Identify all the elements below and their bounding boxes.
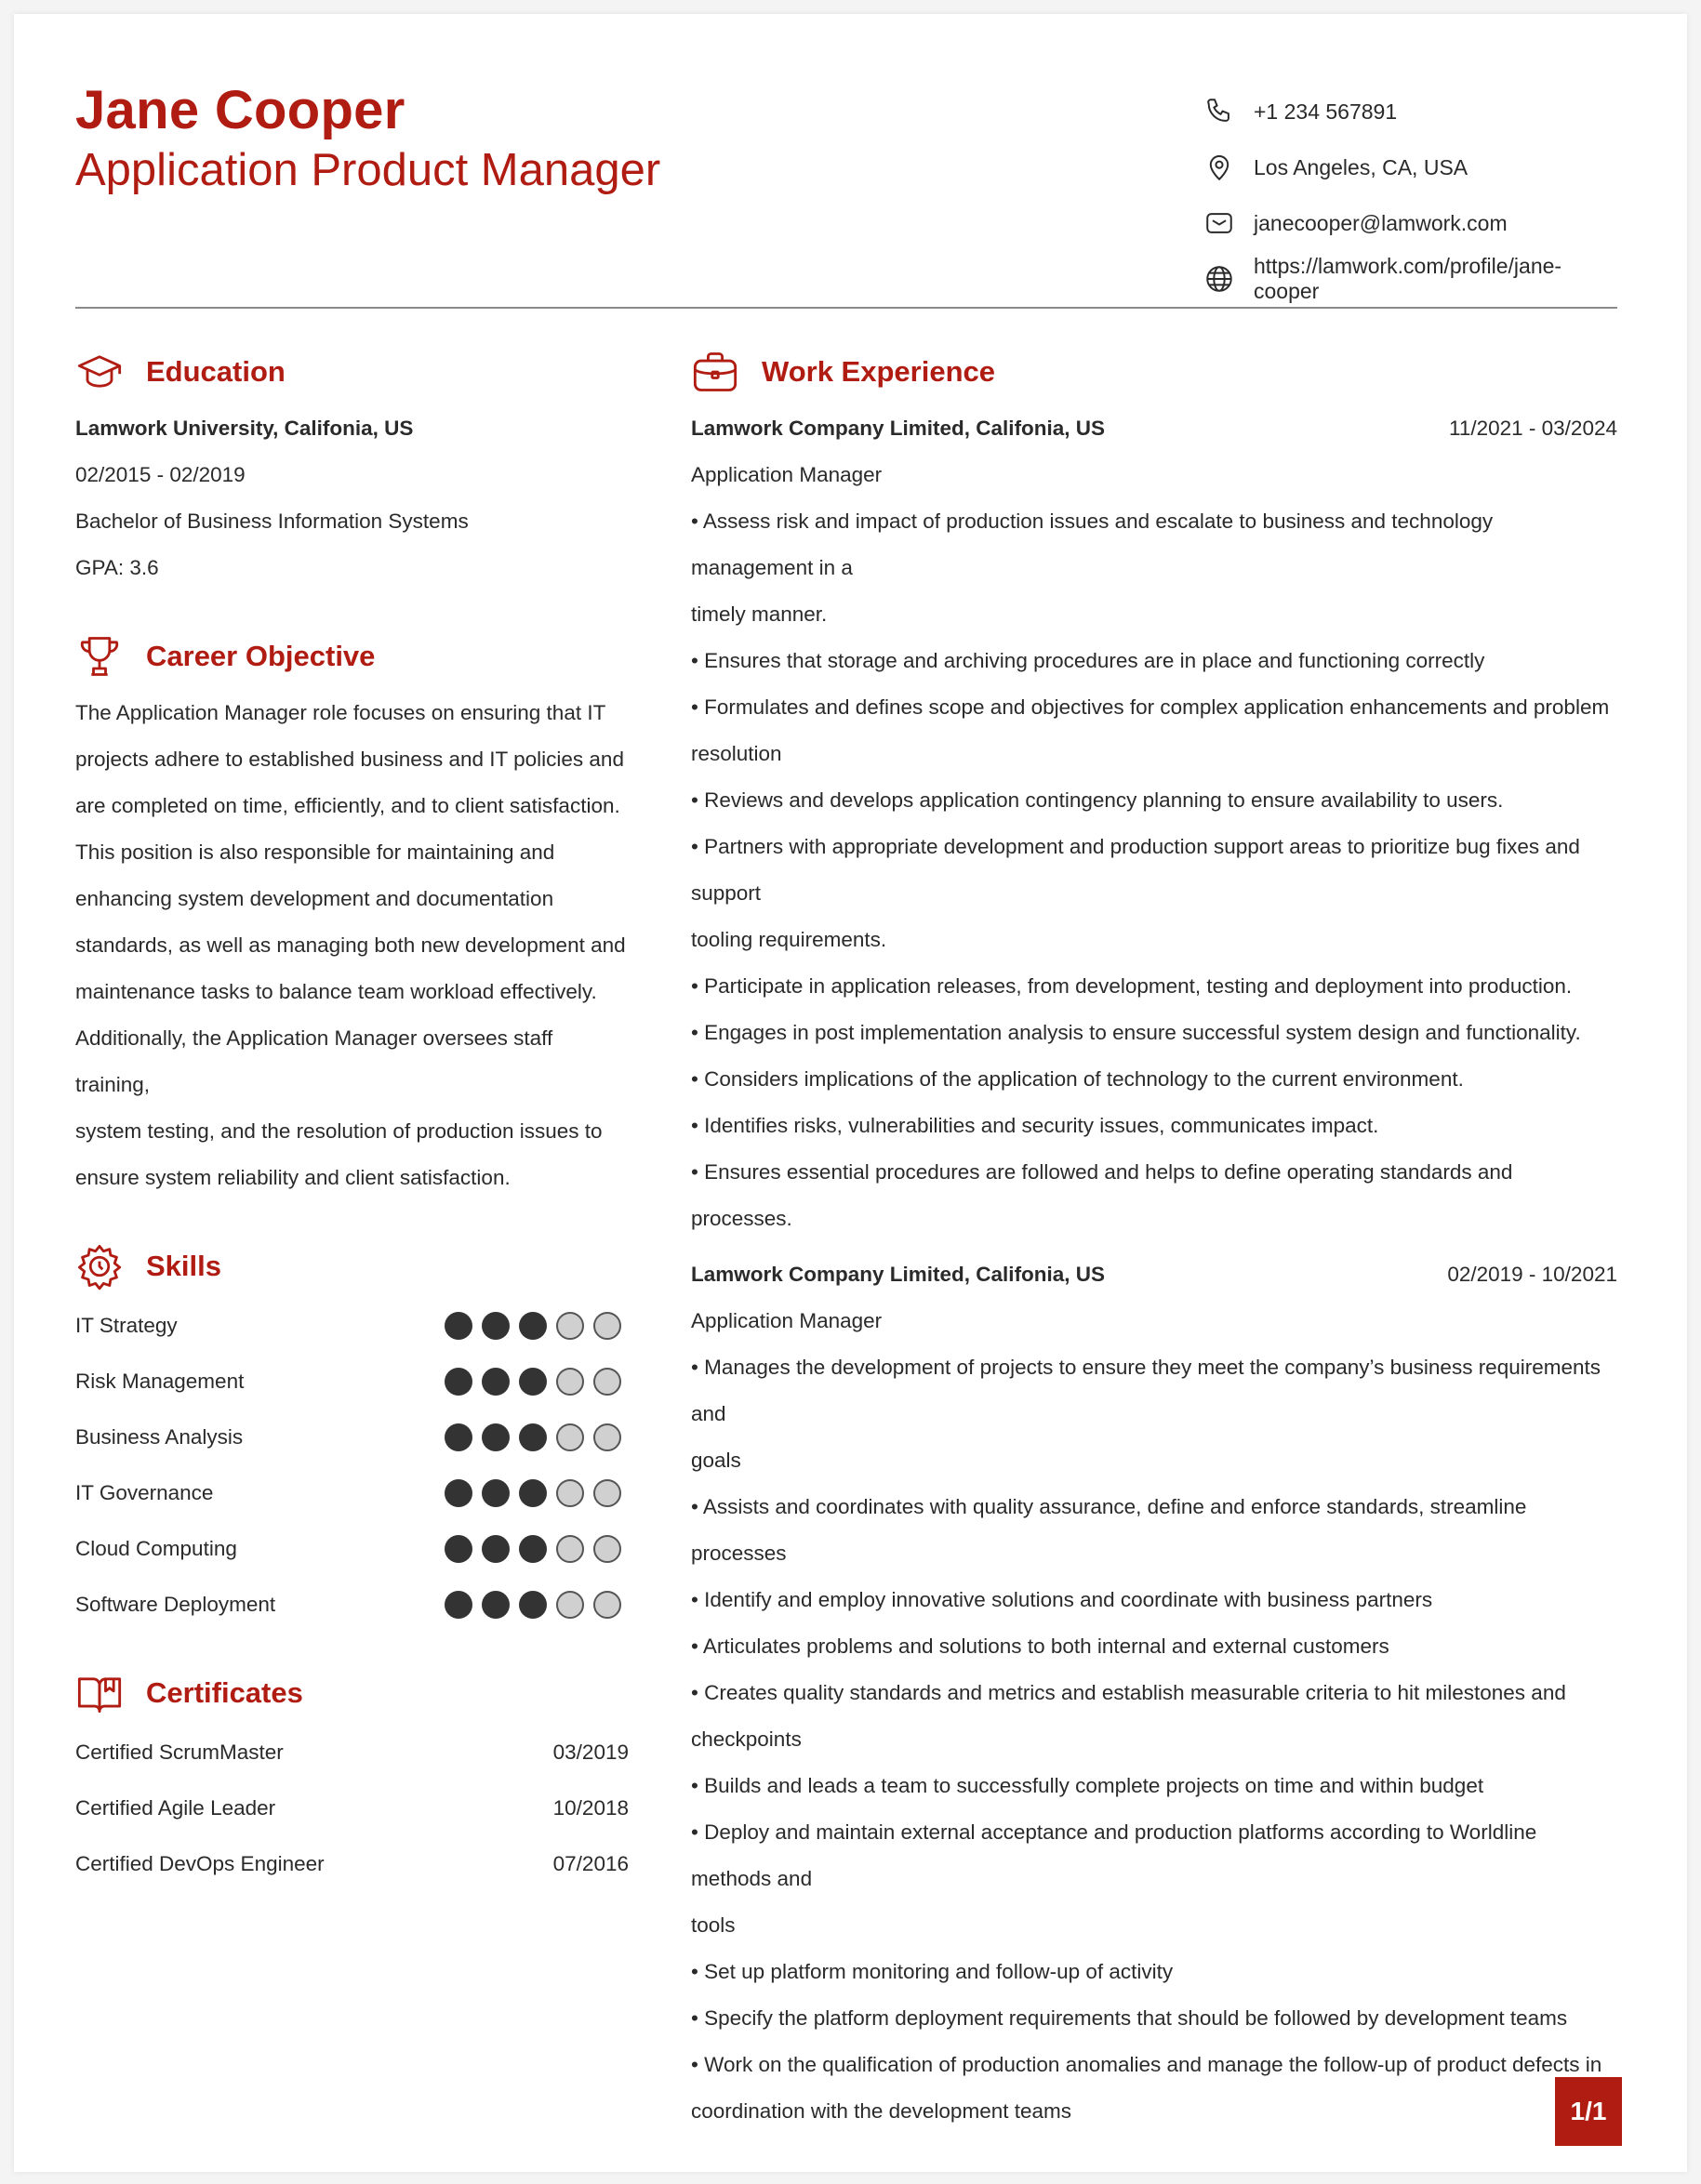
skill-name: IT Strategy [75,1314,178,1337]
job-dates: 02/2019 - 10/2021 [1447,1263,1617,1286]
contact-list [1203,84,1617,307]
skill-row [75,1521,629,1577]
rating-dot-filled [482,1423,510,1451]
rating-dot-filled [445,1535,472,1563]
candidate-title: Application Product Manager [75,145,661,195]
job-header [691,1251,1617,1298]
mail-icon [1203,207,1235,239]
job-bullet-line: goals [691,1449,741,1472]
job-bullet-line: • Assists and coordinates with quality assurance, define and enforce standards, streamline processes [691,1495,1527,1565]
contact-website[interactable] [1203,251,1617,307]
job-company: Lamwork Company Limited, Califonia, US [691,1263,1106,1286]
certificates-title: Certificates [146,1676,303,1709]
rating-dot-filled [519,1591,547,1619]
skills-title: Skills [146,1250,221,1282]
certificate-row [75,1836,629,1892]
gear-clock-icon [75,1242,124,1291]
open-book-icon [75,1669,124,1717]
briefcase-icon [691,348,739,396]
rating-dot-empty [593,1591,621,1619]
contact-email[interactable] [1203,195,1617,251]
education-gpa: GPA: 3.6 [75,556,159,579]
work-title: Work Experience [762,355,995,388]
skill-name: Risk Management [75,1370,245,1393]
job-bullet-line: • Identify and employ innovative solutions and coordinate with business partners [691,1588,1433,1611]
certificate-name: Certified Agile Leader [75,1796,276,1820]
job-bullet-line: • Builds and leads a team to successfully complete projects on time and within budget [691,1774,1484,1797]
objective-line: are completed on time, efficiently, and to client satisfaction. [75,794,620,817]
skill-rating [445,1535,621,1563]
contact-phone [1203,84,1617,139]
rating-dot-empty [556,1368,584,1396]
job-bullet-line: • Specify the platform deployment requirements that should be followed by development teams [691,2006,1568,2030]
job-dates: 11/2021 - 03/2024 [1449,417,1617,440]
certificate-row [75,1780,629,1836]
certificate-date: 07/2016 [552,1852,629,1875]
job-role: Application Manager [691,1309,883,1332]
rating-dot-empty [593,1479,621,1507]
skill-row [75,1354,629,1410]
rating-dot-filled [482,1591,510,1619]
job-entry [691,405,1617,1242]
rating-dot-filled [445,1312,472,1340]
page-indicator: 1/1 [1555,2077,1622,2146]
job-bullet-line: • Creates quality standards and metrics and establish measurable criteria to hit milestones and [691,1681,1566,1704]
objective-line: ensure system reliability and client satisfaction. [75,1166,511,1189]
graduation-cap-icon [75,348,124,396]
location-icon [1203,152,1235,183]
skill-row [75,1465,629,1521]
skill-rating [445,1368,621,1396]
job-bullet-line: timely manner. [691,602,828,626]
job-bullet-line: • Ensures that storage and archiving procedures are in place and functioning correctly [691,649,1485,672]
certificate-name: Certified ScrumMaster [75,1741,284,1764]
rating-dot-filled [482,1479,510,1507]
certificate-row [75,1725,629,1780]
rating-dot-empty [593,1535,621,1563]
skill-row [75,1577,629,1633]
job-bullet-line: • Reviews and develops application contingency planning to ensure availability to users. [691,788,1504,812]
job-bullet-line: resolution [691,742,782,765]
rating-dot-filled [482,1312,510,1340]
objective-line: standards, as well as managing both new development and [75,933,626,957]
certificate-name: Certified DevOps Engineer [75,1852,325,1875]
job-bullet-line: • Ensures essential procedures are followed and helps to define operating standards and processes. [691,1160,1513,1230]
rating-dot-filled [445,1368,472,1396]
rating-dot-filled [519,1312,547,1340]
rating-dot-filled [482,1535,510,1563]
objective-line: Additionally, the Application Manager oversees staff training, [75,1026,553,1096]
contact-email-text[interactable]: janecooper@lamwork.com [1254,210,1508,235]
rating-dot-filled [482,1368,510,1396]
objective-text [75,690,629,1201]
work-heading [691,344,1617,400]
education-dates: 02/2015 - 02/2019 [75,463,246,486]
certificate-date: 03/2019 [552,1741,629,1764]
skill-rating [445,1423,621,1451]
rating-dot-empty [593,1312,621,1340]
objective-line: system testing, and the resolution of production issues to [75,1119,603,1143]
job-bullet-line: coordination with the development teams [691,2099,1071,2123]
skill-row [75,1298,629,1354]
skill-name: Software Deployment [75,1593,276,1616]
resume-header [75,60,1617,309]
job-bullet-line: • Formulates and defines scope and objectives for complex application enhancements and problem [691,695,1610,719]
job-bullet-line: tools [691,1913,736,1937]
rating-dot-filled [519,1423,547,1451]
job-bullet-line: • Work on the qualification of production anomalies and manage the follow-up of product defects in [691,2053,1602,2076]
contact-website-text[interactable]: https://lamwork.com/profile/jane-cooper [1254,254,1562,303]
rating-dot-empty [593,1368,621,1396]
objective-line: This position is also responsible for maintaining and [75,841,555,864]
job-bullet-line: tooling requirements. [691,928,887,951]
skills-list [75,1298,629,1633]
education-title: Education [146,355,286,388]
rating-dot-empty [556,1423,584,1451]
job-bullet-line: • Considers implications of the application of technology to the current environment. [691,1067,1464,1091]
job-bullet-line: • Deploy and maintain external acceptance and production platforms according to Worldline methods and [691,1820,1537,1890]
job-bullet-line: • Set up platform monitoring and follow-up of activity [691,1960,1174,1983]
job-bullet-line: checkpoints [691,1727,802,1751]
left-column [75,344,629,1892]
rating-dot-filled [445,1479,472,1507]
rating-dot-empty [556,1479,584,1507]
job-bullet-line: • Participate in application releases, from development, testing and deployment into production. [691,974,1573,998]
education-heading [75,344,629,400]
job-bullet-line: • Identifies risks, vulnerabilities and security issues, communicates impact. [691,1114,1379,1137]
job-role: Application Manager [691,463,883,486]
contact-location [1203,139,1617,195]
job-bullet-line: • Engages in post implementation analysis to ensure successful system design and functionality. [691,1021,1581,1044]
objective-heading [75,629,629,684]
objective-line: maintenance tasks to balance team workload effectively. [75,980,597,1003]
certificate-date: 10/2018 [552,1796,629,1820]
job-bullet-line: • Assess risk and impact of production issues and escalate to business and technology management in a [691,510,1494,579]
skill-row [75,1410,629,1465]
job-bullet-line: • Partners with appropriate development and production support areas to prioritize bug fixes and support [691,835,1580,905]
resume-page [14,14,1687,2172]
contact-location-text: Los Angeles, CA, USA [1254,154,1468,179]
rating-dot-filled [519,1535,547,1563]
rating-dot-filled [519,1479,547,1507]
contact-phone-text: +1 234 567891 [1254,99,1398,124]
education-school: Lamwork University, Califonia, US [75,417,414,440]
phone-icon [1203,96,1235,127]
skill-rating [445,1479,621,1507]
job-company: Lamwork Company Limited, Califonia, US [691,417,1106,440]
job-bullet-line: • Articulates problems and solutions to both internal and external customers [691,1635,1389,1658]
objective-line: projects adhere to established business and IT policies and [75,748,624,771]
trophy-icon [75,632,124,681]
certificates-list [75,1725,629,1892]
job-entry [691,1251,1617,2135]
skill-rating [445,1312,621,1340]
rating-dot-empty [556,1535,584,1563]
candidate-name: Jane Cooper [75,80,405,140]
objective-title: Career Objective [146,640,376,672]
skill-name: Business Analysis [75,1425,244,1449]
rating-dot-empty [593,1423,621,1451]
rating-dot-empty [556,1312,584,1340]
job-bullet-line: • Manages the development of projects to ensure they meet the company’s business requirements and [691,1356,1601,1425]
skill-name: IT Governance [75,1481,214,1504]
certificates-heading [75,1665,629,1721]
globe-icon [1203,263,1235,295]
objective-line: The Application Manager role focuses on ensuring that IT [75,701,606,724]
education-degree: Bachelor of Business Information Systems [75,510,469,533]
rating-dot-filled [519,1368,547,1396]
skills-heading [75,1238,629,1294]
right-column [691,344,1617,2135]
skill-rating [445,1591,621,1619]
objective-line: enhancing system development and documentation [75,887,554,910]
rating-dot-empty [556,1591,584,1619]
skill-name: Cloud Computing [75,1537,237,1560]
rating-dot-filled [445,1591,472,1619]
rating-dot-filled [445,1423,472,1451]
job-header [691,405,1617,452]
